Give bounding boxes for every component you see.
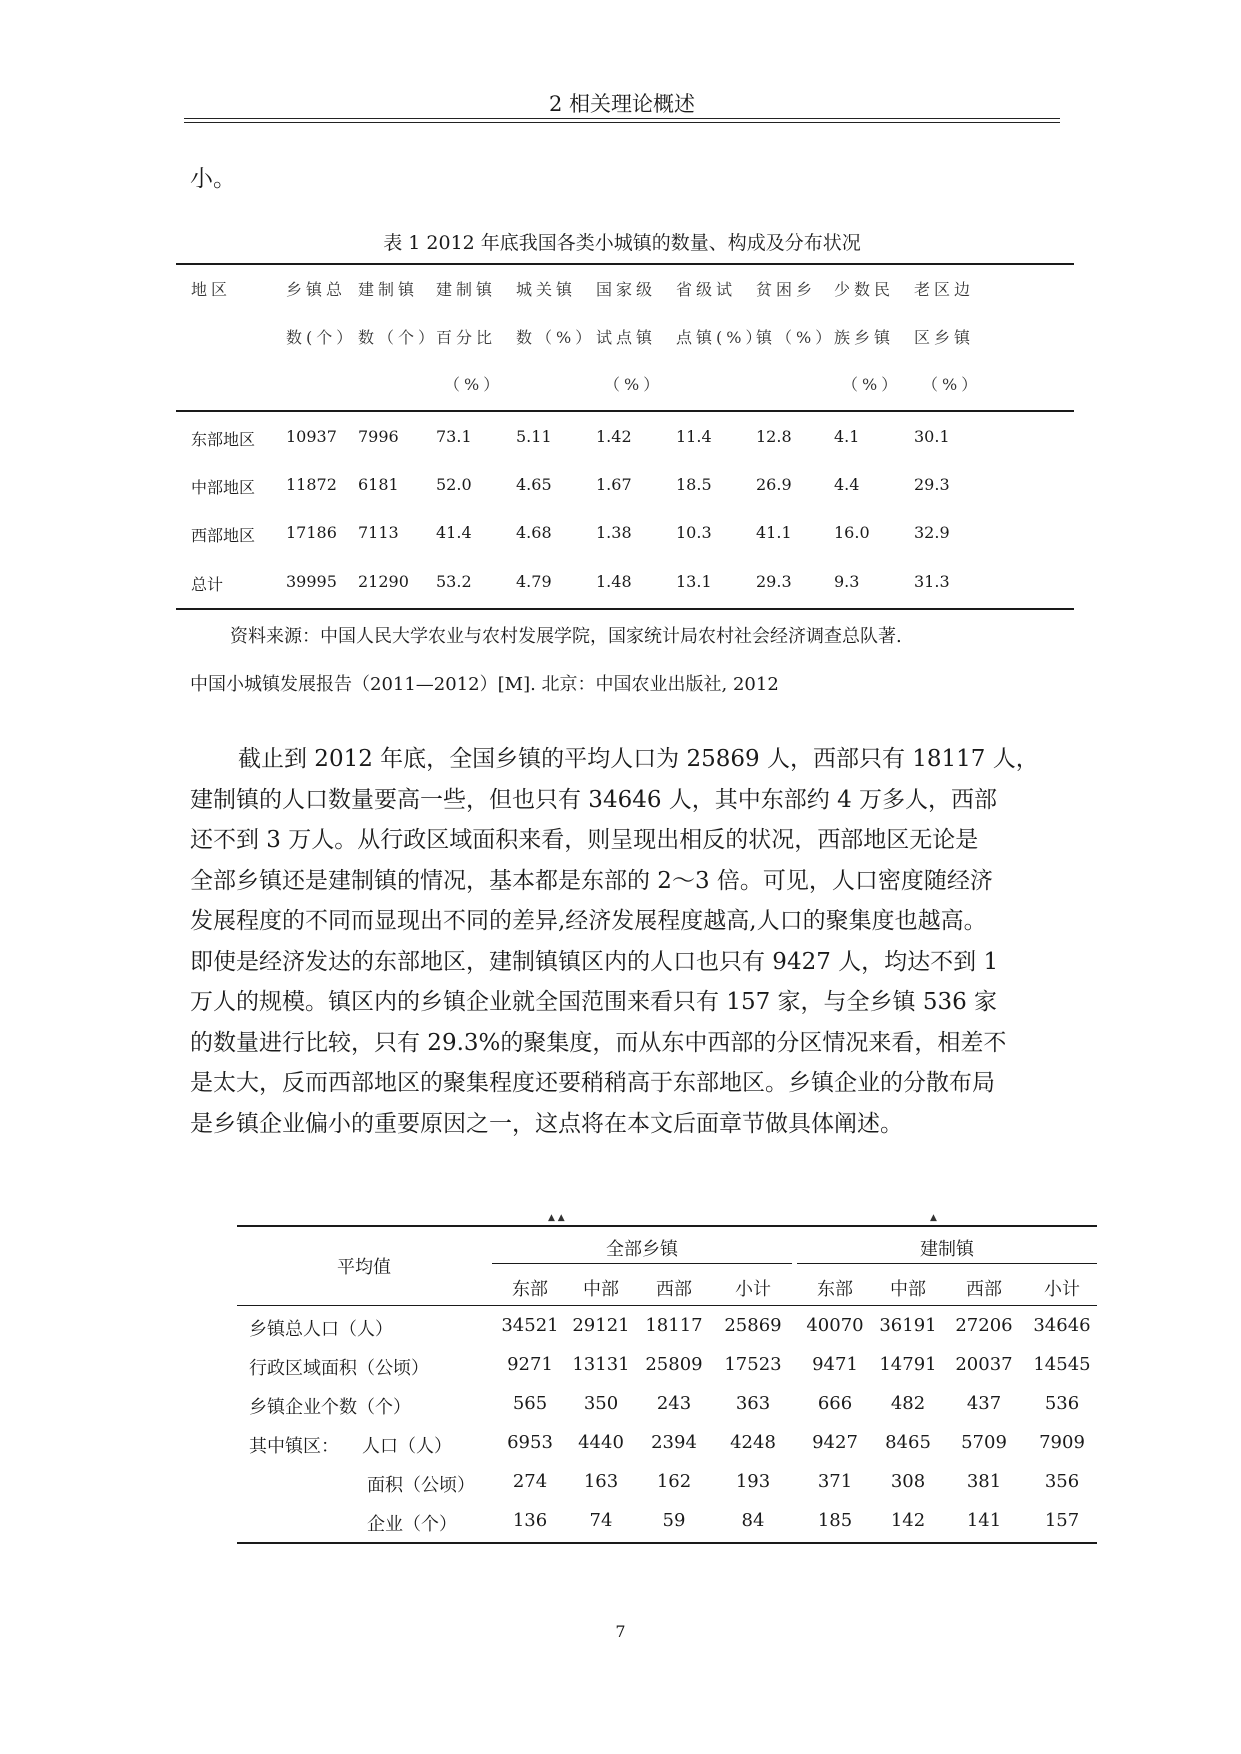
table2-group-rule	[492, 1263, 792, 1264]
table2-cell: 84	[741, 1510, 765, 1531]
table1-header-cell: 地区	[191, 280, 232, 299]
table1-row-label: 东部地区	[191, 430, 256, 449]
table1-cell: 4.4	[834, 475, 860, 494]
header-rule-double	[184, 122, 1060, 123]
table2-cell: 27206	[955, 1315, 1013, 1336]
paragraph-line: 截止到 2012 年底，全国乡镇的平均人口为 25869 人，西部只有 18117 人，	[238, 746, 1039, 772]
table2-top-rule	[237, 1225, 1097, 1227]
table1-header-cell: 数(个）	[286, 328, 357, 347]
table2-bottom-rule	[237, 1542, 1097, 1544]
table1-cell: 17186	[286, 523, 337, 542]
source-line-2: 中国小城镇发展报告（2011—2012）[M]. 北京：中国农业出版社, 2012	[190, 674, 779, 695]
table1-cell: 16.0	[834, 523, 870, 542]
table1-cell: 13.1	[676, 572, 712, 591]
table1-cell: 26.9	[756, 475, 792, 494]
table1-row-label: 总计	[191, 575, 224, 594]
table2-cell: 9427	[812, 1432, 858, 1453]
table2-subheader: 小计	[735, 1279, 771, 1300]
table1-top-rule	[176, 263, 1074, 265]
table2-cell: 4440	[578, 1432, 624, 1453]
table1-cell: 10.3	[676, 523, 712, 542]
table1-header-cell: 建制镇	[358, 280, 419, 299]
table2-row-label: 乡镇总人口（人）	[249, 1319, 393, 1340]
table2-cell: 9271	[507, 1354, 553, 1375]
table1-cell: 32.9	[914, 523, 950, 542]
table2-cell: 163	[583, 1471, 619, 1492]
table1-row-label: 西部地区	[191, 526, 256, 545]
table1-header-cell: 区乡镇	[914, 328, 975, 347]
paragraph-line: 还不到 3 万人。从行政区域面积来看，则呈现出相反的状况，西部地区无论是	[190, 827, 979, 853]
table2-cell: 36191	[879, 1315, 937, 1336]
table2-cell: 25809	[645, 1354, 703, 1375]
table2-cell: 381	[966, 1471, 1002, 1492]
paragraph-line: 是乡镇企业偏小的重要原因之一，这点将在本文后面章节做具体阐述。	[190, 1110, 903, 1137]
table1-cell: 4.65	[516, 475, 552, 494]
table1-header-rule	[176, 410, 1074, 412]
paragraph-line: 是太大，反而西部地区的聚集程度还要稍稍高于东部地区。乡镇企业的分散布局	[190, 1070, 995, 1096]
table1-header-cell: （%）	[604, 375, 664, 394]
table2-subheader: 西部	[656, 1279, 692, 1300]
table1-cell: 12.8	[756, 427, 792, 446]
paragraph-line: 即使是经济发达的东部地区，建制镇镇区内的人口也只有 9427 人，均达不到 1	[190, 948, 999, 975]
table1-cell: 39995	[286, 572, 337, 591]
source-line-1: 资料来源：中国人民大学农业与农村发展学院，国家统计局农村社会经济调查总队著.	[230, 626, 902, 647]
table1-cell: 31.3	[914, 572, 950, 591]
table2-header-rule	[237, 1305, 1097, 1306]
table1-cell: 21290	[358, 572, 409, 591]
header-rule	[184, 118, 1060, 119]
table2-cell: 13131	[572, 1354, 630, 1375]
table1-header-cell: 建制镇	[436, 280, 497, 299]
table1-cell: 52.0	[436, 475, 472, 494]
table2-cell: 308	[890, 1471, 926, 1492]
table2-cell: 136	[512, 1510, 548, 1531]
table2-cell: 18117	[645, 1315, 703, 1336]
table2-row-sublabel: 企业（个）	[367, 1514, 457, 1535]
table1-cell: 6181	[358, 475, 399, 494]
table1-cell: 1.48	[596, 572, 632, 591]
table2-cell: 40070	[806, 1315, 864, 1336]
table2-group-header: 全部乡镇	[606, 1239, 678, 1260]
table2-cell: 142	[890, 1510, 926, 1531]
table2-cell: 565	[512, 1393, 548, 1414]
paragraph-line: 发展程度的不同而显现出不同的差异,经济发展程度越高,人口的聚集度也越高。	[190, 908, 987, 934]
table2-cell: 14791	[879, 1354, 937, 1375]
table1-cell: 53.2	[436, 572, 472, 591]
table1-header-cell: 贫困乡	[756, 280, 817, 299]
table2-row-label: 其中镇区：	[249, 1436, 339, 1457]
table1-cell: 9.3	[834, 572, 860, 591]
table2-cell: 17523	[724, 1354, 782, 1375]
table2-cell: 7909	[1039, 1432, 1085, 1453]
table2-cell: 74	[589, 1510, 613, 1531]
table2-cell: 9471	[812, 1354, 858, 1375]
table1-header-cell: （%）	[444, 375, 504, 394]
table2-cell: 2394	[651, 1432, 697, 1453]
table1-header-cell: 试点镇	[596, 328, 657, 347]
table2-subheader: 中部	[583, 1279, 619, 1300]
table2-cell: 666	[817, 1393, 853, 1414]
table2-cell: 6953	[507, 1432, 553, 1453]
table1-row-label: 中部地区	[191, 478, 256, 497]
table2-row-label: 行政区域面积（公顷）	[249, 1358, 429, 1379]
table2-group-rule	[797, 1263, 1097, 1264]
table2-cell: 185	[817, 1510, 853, 1531]
table1-cell: 7113	[358, 523, 399, 542]
table1-cell: 41.1	[756, 523, 792, 542]
table1-cell: 41.4	[436, 523, 472, 542]
table1-cell: 1.67	[596, 475, 632, 494]
table2-cell: 141	[966, 1510, 1002, 1531]
table2-corner: 平均值	[337, 1257, 391, 1278]
table1-cell: 1.42	[596, 427, 632, 446]
table2-subheader: 小计	[1044, 1279, 1080, 1300]
table1-cell: 10937	[286, 427, 337, 446]
table2-cell: 350	[583, 1393, 619, 1414]
table1-header-cell: 族乡镇	[834, 328, 895, 347]
table2-cell: 59	[662, 1510, 686, 1531]
table2-cell: 14545	[1033, 1354, 1091, 1375]
mark-glyph: ▲	[930, 1213, 937, 1223]
table2-cell: 162	[656, 1471, 692, 1492]
table2-cell: 8465	[885, 1432, 931, 1453]
table1-cell: 4.68	[516, 523, 552, 542]
table2-cell: 34521	[501, 1315, 559, 1336]
table2-cell: 4248	[730, 1432, 776, 1453]
table1-header-cell: （%）	[922, 375, 982, 394]
table2-cell: 20037	[955, 1354, 1013, 1375]
lead-text: 小。	[190, 166, 236, 192]
table1-cell: 5.11	[516, 427, 552, 446]
table1-cell: 11872	[286, 475, 337, 494]
table2-group-header: 建制镇	[920, 1239, 974, 1260]
table1-header-cell: 省级试	[676, 280, 737, 299]
table2-subheader: 东部	[817, 1279, 853, 1300]
table1-header-cell: 乡镇总	[286, 280, 347, 299]
table1-cell: 30.1	[914, 427, 950, 446]
table2-cell: 371	[817, 1471, 853, 1492]
table1-cell: 73.1	[436, 427, 472, 446]
table1-cell: 18.5	[676, 475, 712, 494]
table1-cell: 1.38	[596, 523, 632, 542]
table1-header-cell: 国家级	[596, 280, 657, 299]
paragraph-line: 全部乡镇还是建制镇的情况，基本都是东部的 2～3 倍。可见，人口密度随经济	[190, 867, 993, 894]
table2-row-sublabel: 面积（公顷）	[367, 1475, 475, 1496]
table2-subheader: 中部	[890, 1279, 926, 1300]
table1-header-cell: 数（个）	[358, 328, 439, 347]
table1-header-cell: 老区边	[914, 280, 975, 299]
table1-cell: 11.4	[676, 427, 712, 446]
table1-cell: 29.3	[914, 475, 950, 494]
table2-cell: 536	[1044, 1393, 1080, 1414]
table2-cell: 5709	[961, 1432, 1007, 1453]
table1-cell: 7996	[358, 427, 399, 446]
table2-cell: 356	[1044, 1471, 1080, 1492]
table2-cell: 274	[512, 1471, 548, 1492]
table1-cell: 4.79	[516, 572, 552, 591]
page-number: 7	[615, 1622, 626, 1641]
table2-cell: 34646	[1033, 1315, 1091, 1336]
table2-cell: 29121	[572, 1315, 630, 1336]
table2-cell: 482	[890, 1393, 926, 1414]
running-header: 2 相关理论概述	[548, 92, 696, 116]
table2-cell: 193	[735, 1471, 771, 1492]
table2-cell: 25869	[724, 1315, 782, 1336]
table2-cell: 437	[966, 1393, 1002, 1414]
mark-glyph: ▲ ▲	[548, 1213, 565, 1223]
table1-header-cell: 百分比	[436, 328, 497, 347]
table2-subheader: 东部	[512, 1279, 548, 1300]
table1-header-cell: 数（%）	[516, 328, 596, 347]
paragraph-line: 建制镇的人口数量要高一些，但也只有 34646 人，其中东部约 4 万多人，西部	[190, 786, 998, 813]
table2-row-sublabel: 人口（人）	[362, 1436, 452, 1457]
paragraph-line: 万人的规模。镇区内的乡镇企业就全国范围来看只有 157 家，与全乡镇 536 家	[190, 989, 998, 1015]
table2-cell: 363	[735, 1393, 771, 1414]
table1-caption: 表 1 2012 年底我国各类小城镇的数量、构成及分布状况	[383, 232, 861, 254]
table1-header-cell: 少数民	[834, 280, 895, 299]
table2-subheader: 西部	[966, 1279, 1002, 1300]
table1-cell: 29.3	[756, 572, 792, 591]
table2-cell: 243	[656, 1393, 692, 1414]
table1-header-cell: （%）	[842, 375, 902, 394]
table1-cell: 4.1	[834, 427, 860, 446]
table2-row-label: 乡镇企业个数（个）	[249, 1397, 411, 1418]
table1-header-cell: 点镇(%）	[676, 328, 766, 347]
table1-header-cell: 城关镇	[516, 280, 577, 299]
table1-bottom-rule	[176, 608, 1074, 610]
table1-header-cell: 镇（%）	[756, 328, 836, 347]
paragraph-line: 的数量进行比较，只有 29.3%的聚集度，而从东中西部的分区情况来看，相差不	[190, 1029, 1007, 1056]
table2-cell: 157	[1044, 1510, 1080, 1531]
